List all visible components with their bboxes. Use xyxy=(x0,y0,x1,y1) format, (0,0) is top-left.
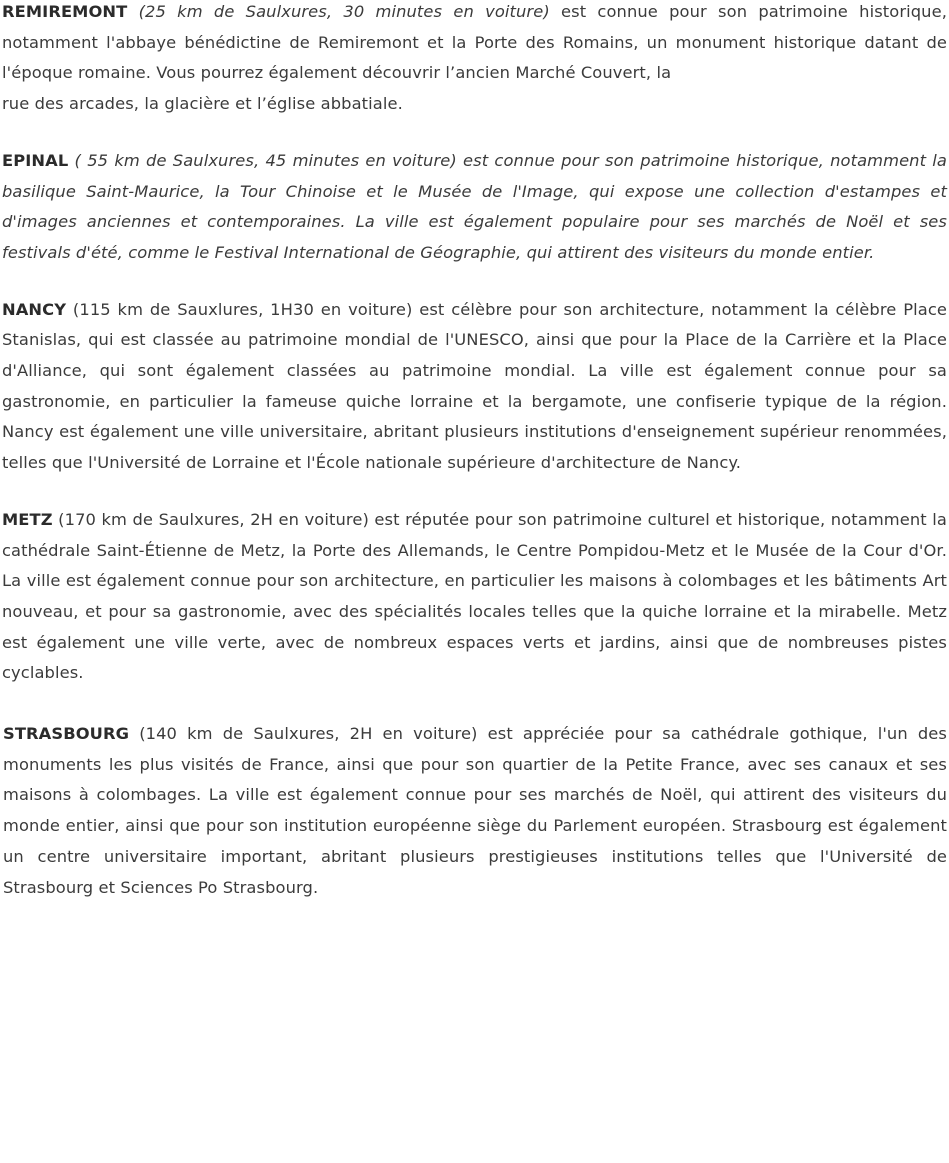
city-name-nancy: NANCY xyxy=(2,299,67,319)
paragraph-remiremont-continuation xyxy=(2,89,947,120)
paragraph-epinal-text xyxy=(2,146,947,269)
description-strasbourg: (140 km de Saulxures, 2H en voiture) est appréciée pour sa cathédrale gothique, l'un des monuments les plus visités de France, ainsi que pour son quartier de la Petite France, avec ses canaux et ses maisons à colombages. La ville est également connue pour ses marchés de Noël, qui attirent des visiteurs du monde entier, ainsi que pour son institution européenne siège du Parlement européen. Strasbourg est également un centre universitaire important, abritant plusieurs prestigieuses institutions telles que l'Université de Strasbourg et Sciences Po Strasbourg. xyxy=(3,724,947,897)
paragraph-metz xyxy=(2,505,947,689)
description-remiremont-line2: rue des arcades, la glacière et l’église abbatiale. xyxy=(2,94,403,114)
city-name-strasbourg: STRASBOURG xyxy=(3,724,130,744)
city-name-metz: METZ xyxy=(2,509,53,529)
article-content xyxy=(2,0,947,903)
paragraph-remiremont xyxy=(2,0,947,120)
city-name-remiremont: REMIREMONT xyxy=(2,2,128,21)
paragraph-strasbourg-text xyxy=(3,719,947,903)
description-nancy: (115 km de Sauxlures, 1H30 en voiture) est célèbre pour son architecture, notamment la célèbre Place Stanislas, qui est classée au patrimoine mondial de l'UNESCO, ainsi que pour la Place de la Carrière et la Place d'Alliance, qui sont également classées au patrimoine mondial. La ville est également connue pour sa gastronomie, en particulier la fameuse quiche lorraine et la bergamote, une confiserie typique de la région. Nancy est également une ville universitaire, abritant plusieurs institutions d'enseignement supérieur renommées, telles que l'Université de Lorraine et l'École nationale supérieure d'architecture de Nancy. xyxy=(2,299,947,473)
paragraph-remiremont-main xyxy=(2,0,947,89)
description-epinal: ( 55 km de Saulxures, 45 minutes en voiture) est connue pour son patrimoine historique, notamment la basilique Saint-Maurice, la Tour Chinoise et le Musée de l'Image, qui expose une collection d'estampes et d'images anciennes et contemporaines. La ville est également populaire pour ses marchés de Noël et ses festivals d'été, comme le Festival International de Géographie, qui attirent des visiteurs du monde entier. xyxy=(2,150,947,262)
description-metz: (170 km de Saulxures, 2H en voiture) est réputée pour son patrimoine culturel et historique, notamment la cathédrale Saint-Étienne de Metz, la Porte des Allemands, le Centre Pompidou-Metz et le Musée de la Cour d'Or. La ville est également connue pour son architecture, en particulier les maisons à colombages et les bâtiments Art nouveau, et pour sa gastronomie, avec des spécialités locales telles que la quiche lorraine et la mirabelle. Metz est également une ville verte, avec de nombreux espaces verts et jardins, ainsi que de nombreuses pistes cyclables. xyxy=(2,509,947,683)
paragraph-strasbourg xyxy=(3,719,947,903)
city-name-epinal: EPINAL xyxy=(2,150,69,170)
description-remiremont: est connue pour son patrimoine historique, notamment l'abbaye bénédictine de Remiremont et la Porte des Romains, un monument historique datant de l'époque romaine. Vous pourrez également découvrir l’ancien Marché Couvert, la xyxy=(2,2,947,83)
paragraph-nancy xyxy=(2,295,947,479)
paragraph-metz-text xyxy=(2,505,947,689)
distance-remiremont: (25 km de Saulxures, 30 minutes en voiture) xyxy=(138,2,550,21)
paragraph-epinal xyxy=(2,146,947,269)
paragraph-nancy-text xyxy=(2,295,947,479)
